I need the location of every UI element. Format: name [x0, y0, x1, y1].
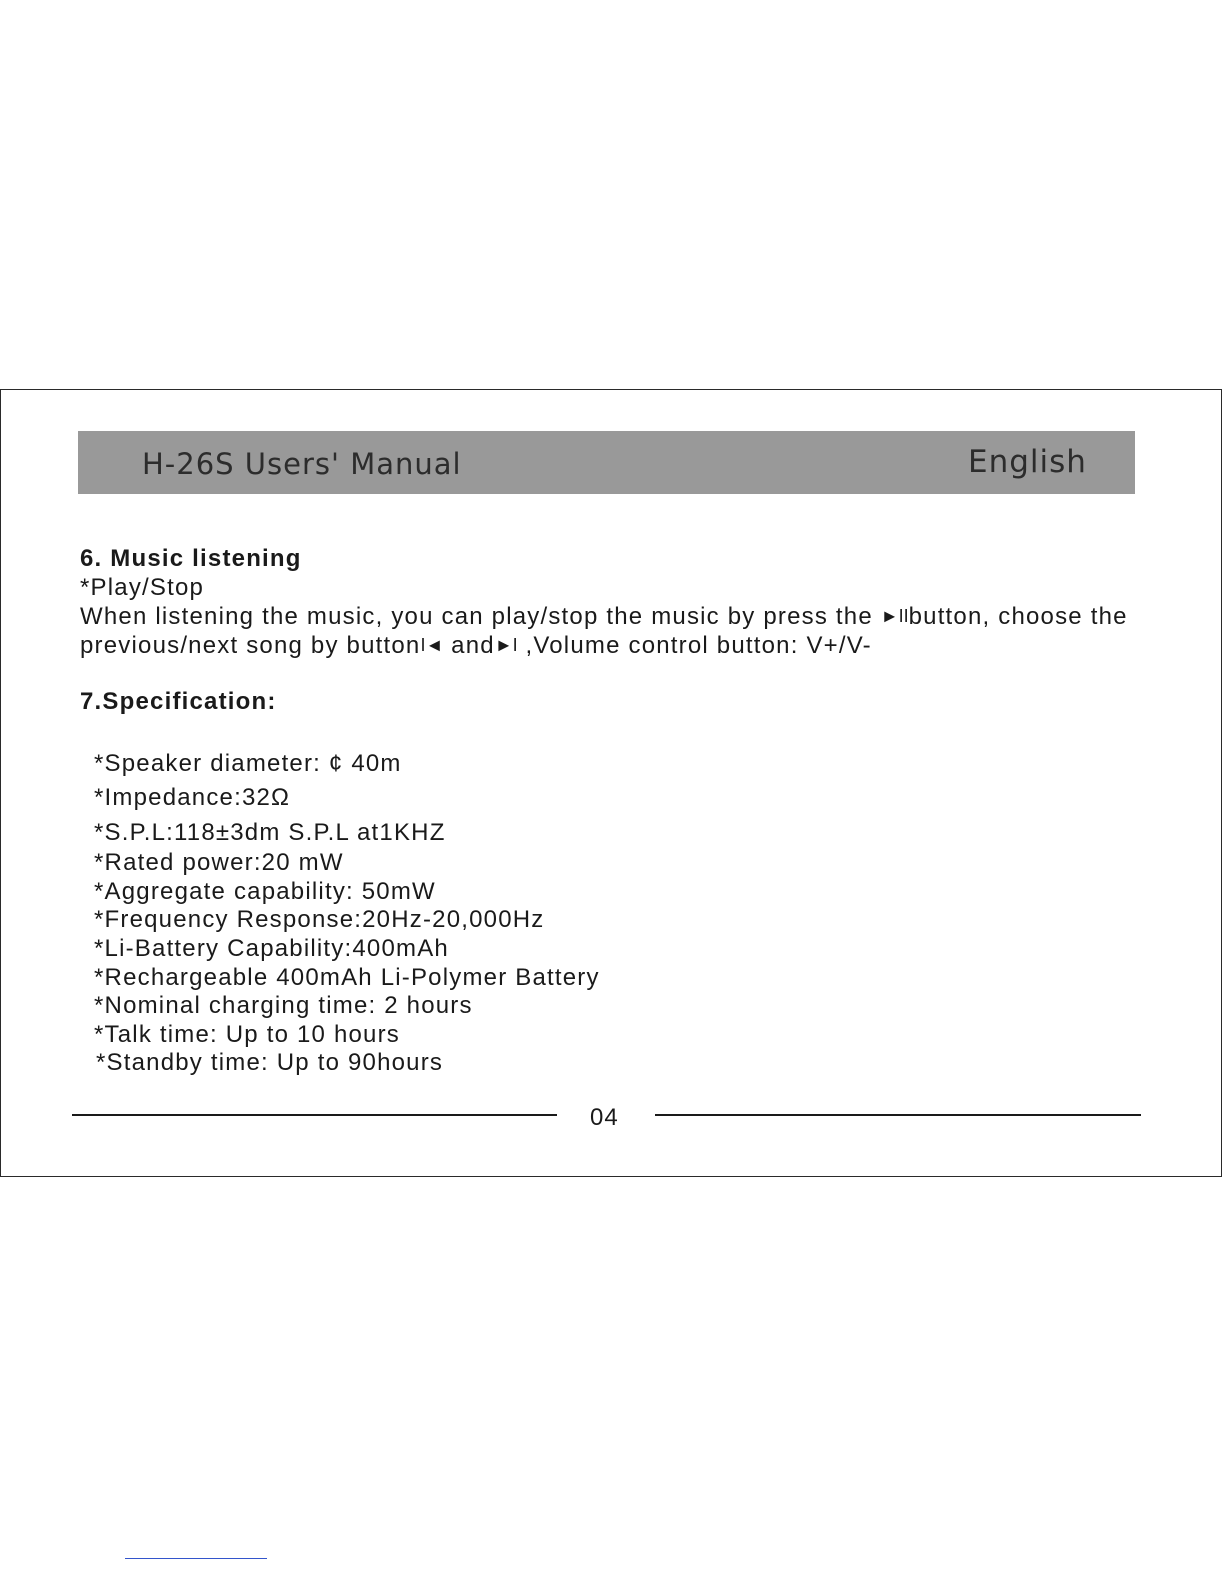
- spec-item: *Nominal charging time: 2 hours: [94, 992, 473, 1019]
- next-track-icon: ►I: [494, 635, 518, 655]
- instructions-text-and: and: [443, 632, 495, 659]
- spec-item: *Speaker diameter: ¢ 40m: [94, 750, 402, 777]
- music-instructions-line-2: [80, 634, 872, 658]
- section-6-heading: 6. Music listening: [80, 545, 302, 572]
- instructions-text-start: When listening the music, you can play/stop the music by press the: [80, 603, 881, 630]
- spec-item: *Rechargeable 400mAh Li-Polymer Battery: [94, 964, 600, 991]
- link-underline: [125, 1558, 267, 1559]
- spec-item: *S.P.L:118±3dm S.P.L at1KHZ: [94, 819, 446, 846]
- spec-item: *Talk time: Up to 10 hours: [94, 1021, 400, 1048]
- footer-rule-right: [655, 1114, 1141, 1116]
- page-number: 04: [590, 1104, 619, 1131]
- spec-item: *Aggregate capability: 50mW: [94, 878, 436, 905]
- instructions-text-prev: previous/next song by button: [80, 632, 421, 659]
- play-pause-icon: ►II: [880, 606, 909, 626]
- instructions-text-end: button, choose the: [908, 603, 1128, 630]
- spec-item: *Frequency Response:20Hz-20,000Hz: [94, 906, 545, 933]
- manual-title: H-26S Users' Manual: [142, 447, 462, 481]
- play-stop-subheading: *Play/Stop: [80, 574, 205, 601]
- spec-item: *Impedance:32Ω: [94, 784, 291, 811]
- music-instructions-line-1: [80, 605, 1128, 629]
- previous-track-icon: I◄: [420, 635, 444, 655]
- spec-item: *Rated power:20 mW: [94, 849, 344, 876]
- spec-item: *Li-Battery Capability:400mAh: [94, 935, 449, 962]
- language-label: English: [968, 444, 1087, 480]
- instructions-text-volume: ,Volume control button: V+/V-: [517, 632, 872, 659]
- footer-rule-left: [72, 1114, 557, 1116]
- spec-item: *Standby time: Up to 90hours: [96, 1049, 444, 1076]
- section-7-heading: 7.Specification:: [80, 688, 277, 715]
